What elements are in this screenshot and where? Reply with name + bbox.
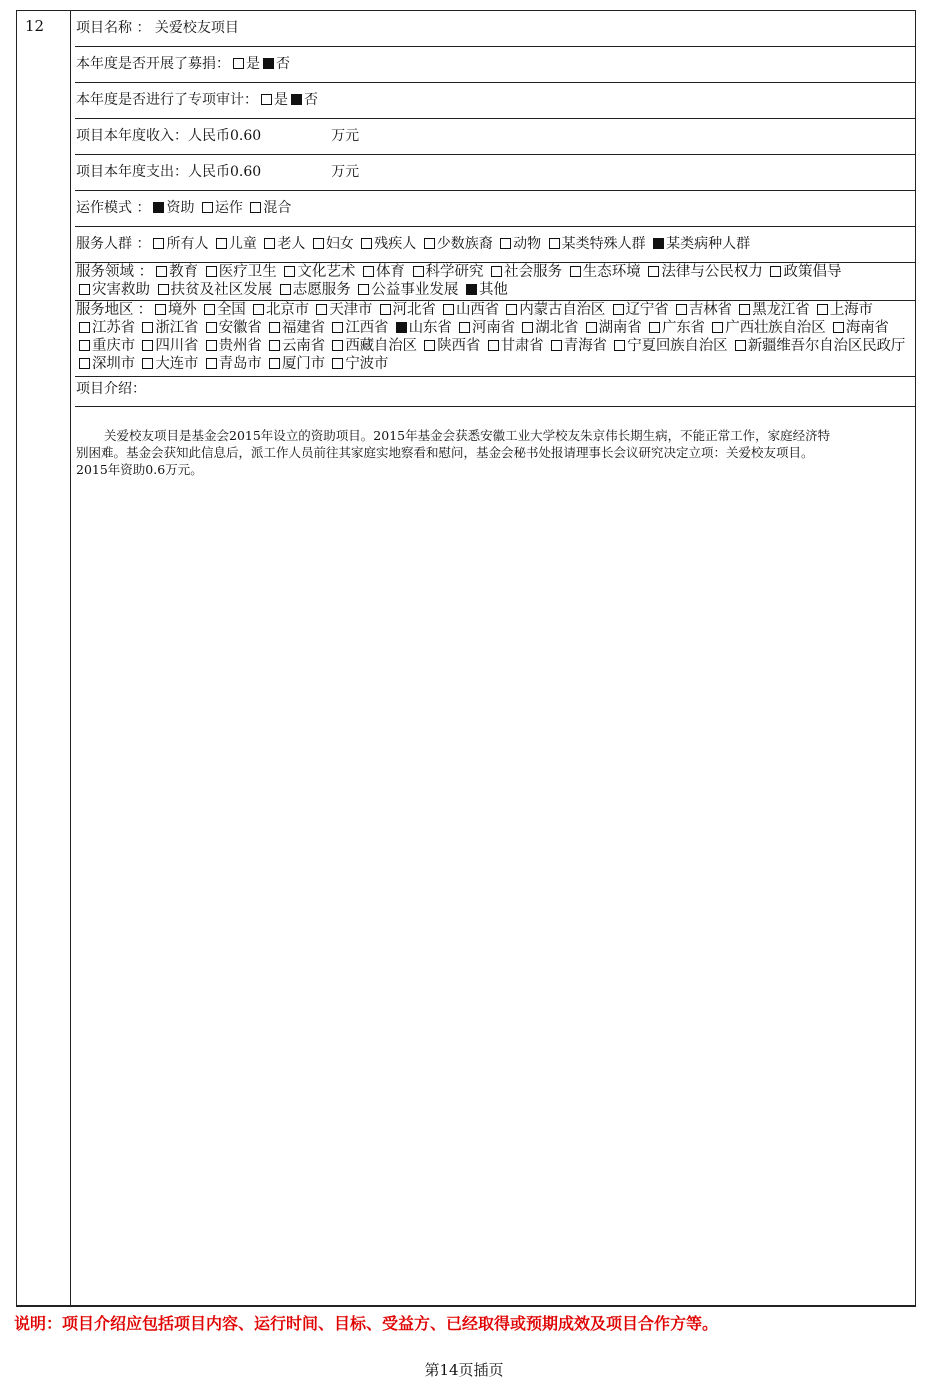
option-item[interactable] <box>355 282 458 298</box>
option-item[interactable] <box>410 264 484 280</box>
option-label: 某类病种人群 <box>666 236 751 252</box>
option-checkbox[interactable] <box>396 322 407 333</box>
option-label: 湖北省 <box>535 320 579 336</box>
option-item[interactable] <box>310 236 354 252</box>
option-checkbox[interactable] <box>424 238 435 249</box>
option-item[interactable] <box>767 264 841 280</box>
option-item[interactable] <box>360 264 405 280</box>
option-checkbox[interactable] <box>142 358 153 369</box>
fundraising-row <box>75 47 915 83</box>
option-item[interactable] <box>139 320 198 336</box>
option-item[interactable] <box>281 264 355 280</box>
fundraising-yes-label: 是 <box>246 56 260 72</box>
option-item[interactable] <box>139 338 198 354</box>
fundraising-no-checkbox[interactable] <box>263 58 274 69</box>
option-checkbox[interactable] <box>586 322 597 333</box>
project-name-row <box>75 11 915 47</box>
option-checkbox[interactable] <box>443 304 454 315</box>
option-checkbox[interactable] <box>216 238 227 249</box>
option-label: 陕西省 <box>437 338 481 354</box>
option-item[interactable] <box>814 302 873 318</box>
option-checkbox[interactable] <box>142 340 153 351</box>
page-footer: 第14页插页 <box>424 1361 504 1379</box>
option-item[interactable] <box>277 282 351 298</box>
option-checkbox[interactable] <box>313 238 324 249</box>
option-checkbox[interactable] <box>156 266 167 277</box>
income-label: 项目本年度收入：人民币0.60 <box>76 128 262 144</box>
option-checkbox[interactable] <box>332 358 343 369</box>
option-label: 公益事业发展 <box>371 282 459 298</box>
option-item[interactable] <box>358 236 416 252</box>
option-label: 深圳市 <box>92 356 135 372</box>
option-item[interactable] <box>610 302 669 318</box>
option-label: 北京市 <box>265 302 309 318</box>
option-item[interactable] <box>440 302 499 318</box>
option-item[interactable] <box>266 356 325 372</box>
option-item[interactable] <box>732 338 905 354</box>
option-item[interactable] <box>313 302 372 318</box>
option-label: 上海市 <box>829 302 873 318</box>
option-label: 辽宁省 <box>625 302 669 318</box>
option-checkbox[interactable] <box>79 322 90 333</box>
option-label: 黑龙江省 <box>752 302 810 318</box>
option-item[interactable] <box>329 320 388 336</box>
option-item[interactable] <box>150 236 208 252</box>
project-name: 项目名称 ： 关爱校友项目 <box>76 20 239 36</box>
option-label: 山东省 <box>408 320 452 336</box>
intro-label-row <box>75 377 915 407</box>
option-checkbox[interactable] <box>206 266 217 277</box>
intro-label: 项目介绍： <box>76 381 146 397</box>
option-checkbox[interactable] <box>332 322 343 333</box>
option-checkbox[interactable] <box>653 238 664 249</box>
option-checkbox[interactable] <box>202 202 213 213</box>
option-checkbox[interactable] <box>79 358 90 369</box>
option-label: 老人 <box>277 236 306 252</box>
option-checkbox[interactable] <box>253 304 264 315</box>
option-item[interactable] <box>199 200 243 216</box>
option-checkbox[interactable] <box>491 266 502 277</box>
option-item[interactable] <box>567 264 641 280</box>
option-label: 甘肃省 <box>500 338 544 354</box>
option-checkbox[interactable] <box>413 266 424 277</box>
option-item[interactable] <box>421 338 480 354</box>
option-label: 西藏自治区 <box>345 338 417 354</box>
option-checkbox[interactable] <box>153 238 164 249</box>
option-label: 新疆维吾尔自治区民政厅 <box>747 338 906 354</box>
option-item[interactable] <box>203 320 262 336</box>
option-checkbox[interactable] <box>280 284 291 295</box>
option-label: 资助 <box>166 200 195 216</box>
fundraising-label: 本年度是否开展了募捐： <box>76 56 230 72</box>
option-checkbox[interactable] <box>153 202 164 213</box>
option-label: 湖南省 <box>598 320 642 336</box>
option-checkbox[interactable] <box>158 284 169 295</box>
option-label: 重庆市 <box>92 338 135 354</box>
option-label: 厦门市 <box>281 356 325 372</box>
option-checkbox[interactable] <box>358 284 369 295</box>
option-checkbox[interactable] <box>361 238 372 249</box>
option-item[interactable] <box>709 320 825 336</box>
option-checkbox[interactable] <box>500 238 511 249</box>
option-label: 大连市 <box>155 356 199 372</box>
audit-no-label: 否 <box>304 92 318 108</box>
option-label: 教育 <box>169 264 199 280</box>
option-item[interactable] <box>76 320 135 336</box>
option-label: 扶贫及社区发展 <box>170 282 273 298</box>
fundraising-no-label: 否 <box>276 56 290 72</box>
form-table <box>16 10 916 1307</box>
operation-options <box>150 200 291 216</box>
option-item[interactable] <box>153 264 198 280</box>
option-checkbox[interactable] <box>206 340 217 351</box>
option-item[interactable] <box>421 236 493 252</box>
option-item[interactable] <box>76 356 135 372</box>
option-checkbox[interactable] <box>204 304 215 315</box>
option-label: 残疾人 <box>374 236 417 252</box>
expense-label: 项目本年度支出：人民币0.60 <box>76 164 262 180</box>
option-checkbox[interactable] <box>424 340 435 351</box>
option-label: 医疗卫生 <box>218 264 277 280</box>
service-region-row <box>75 301 915 377</box>
option-label: 文化艺术 <box>297 264 356 280</box>
option-checkbox[interactable] <box>79 284 90 295</box>
option-checkbox[interactable] <box>676 304 687 315</box>
option-item[interactable] <box>377 302 436 318</box>
option-checkbox[interactable] <box>269 340 280 351</box>
option-item[interactable] <box>645 264 763 280</box>
option-label: 福建省 <box>281 320 325 336</box>
option-item[interactable] <box>548 338 607 354</box>
option-label: 妇女 <box>325 236 354 252</box>
option-label: 体育 <box>375 264 405 280</box>
option-label: 灾害救助 <box>92 282 150 298</box>
option-item[interactable] <box>485 338 544 354</box>
option-label: 广东省 <box>661 320 705 336</box>
option-checkbox[interactable] <box>735 340 746 351</box>
service-people-row <box>75 227 915 263</box>
option-label: 某类特殊人群 <box>561 236 646 252</box>
option-checkbox[interactable] <box>506 304 517 315</box>
service-field-label: 服务领域 ： <box>76 264 154 280</box>
option-checkbox[interactable] <box>739 304 750 315</box>
option-item[interactable] <box>488 264 562 280</box>
service-field-row <box>75 263 915 301</box>
option-checkbox[interactable] <box>488 340 499 351</box>
option-label: 青岛市 <box>218 356 262 372</box>
option-item[interactable] <box>673 302 732 318</box>
audit-row <box>75 83 915 119</box>
option-label: 青海省 <box>563 338 607 354</box>
option-item[interactable] <box>203 338 262 354</box>
row-number: 12 <box>25 17 45 35</box>
option-checkbox[interactable] <box>155 304 166 315</box>
option-checkbox[interactable] <box>269 358 280 369</box>
index-column <box>17 11 71 1305</box>
option-item[interactable] <box>329 338 417 354</box>
option-item[interactable] <box>76 338 135 354</box>
option-item[interactable] <box>519 320 578 336</box>
option-label: 内蒙古自治区 <box>519 302 606 318</box>
option-label: 河北省 <box>392 302 436 318</box>
income-unit: 万元 <box>331 128 360 144</box>
service-region-options <box>76 302 905 372</box>
option-item[interactable] <box>203 356 262 372</box>
option-label: 江苏省 <box>92 320 135 336</box>
fundraising-yes-checkbox[interactable] <box>233 58 244 69</box>
service-region-label: 服务地区 ： <box>76 302 152 318</box>
option-label: 贵州省 <box>218 338 262 354</box>
operation-label: 运作模式 ： <box>76 200 151 216</box>
option-label: 广西壮族自治区 <box>725 320 826 336</box>
intro-text: 关爱校友项目是基金会2015年设立的资助项目。2015年基金会获悉安徽工业大学校友朱京伟长期生病，不能正常工作，家庭经济特别困难。基金会获知此信息后，派工作人员前往其家庭实地察看和慰问，基金会秘书处报请理事长会议研究决定立项：关爱校友项目。2015年资助0.6万元。 <box>76 428 831 477</box>
option-item[interactable] <box>830 320 889 336</box>
option-label: 河南省 <box>471 320 515 336</box>
option-item[interactable] <box>266 338 325 354</box>
option-checkbox[interactable] <box>549 238 560 249</box>
option-label: 儿童 <box>228 236 257 252</box>
option-item[interactable] <box>203 264 277 280</box>
option-checkbox[interactable] <box>614 340 625 351</box>
option-checkbox[interactable] <box>284 266 295 277</box>
option-checkbox[interactable] <box>142 322 153 333</box>
option-checkbox[interactable] <box>833 322 844 333</box>
option-item[interactable] <box>503 302 605 318</box>
instruction-note: 说明：项目介绍应包括项目内容、运行时间、目标、受益方、已经取得或预期成效及项目合作方等。 <box>14 1314 719 1333</box>
option-checkbox[interactable] <box>316 304 327 315</box>
option-checkbox[interactable] <box>466 284 477 295</box>
option-checkbox[interactable] <box>817 304 828 315</box>
option-checkbox[interactable] <box>269 322 280 333</box>
option-item[interactable] <box>247 200 291 216</box>
option-label: 海南省 <box>845 320 889 336</box>
option-label: 法律与公民权力 <box>661 264 763 280</box>
expense-row <box>75 155 915 191</box>
audit-label: 本年度是否进行了专项审计： <box>76 92 258 108</box>
option-checkbox[interactable] <box>332 340 343 351</box>
option-checkbox[interactable] <box>264 238 275 249</box>
option-item[interactable] <box>736 302 809 318</box>
audit-yes-label: 是 <box>274 92 288 108</box>
option-label: 其他 <box>478 282 508 298</box>
option-item[interactable] <box>266 320 325 336</box>
option-label: 山西省 <box>455 302 499 318</box>
operation-row <box>75 191 915 227</box>
option-item[interactable] <box>261 236 305 252</box>
option-checkbox[interactable] <box>380 304 391 315</box>
option-label: 宁夏回族自治区 <box>627 338 728 354</box>
option-label: 少数族裔 <box>436 236 493 252</box>
option-label: 社会服务 <box>504 264 563 280</box>
service-field-options <box>76 264 841 298</box>
option-checkbox[interactable] <box>770 266 781 277</box>
option-checkbox[interactable] <box>522 322 533 333</box>
option-checkbox[interactable] <box>551 340 562 351</box>
option-label: 云南省 <box>281 338 325 354</box>
option-item[interactable] <box>497 236 541 252</box>
option-label: 浙江省 <box>155 320 199 336</box>
option-label: 吉林省 <box>688 302 732 318</box>
expense-unit: 万元 <box>331 164 360 180</box>
option-checkbox[interactable] <box>206 322 217 333</box>
option-label: 志愿服务 <box>292 282 351 298</box>
option-item[interactable] <box>463 282 508 298</box>
option-label: 运作 <box>214 200 243 216</box>
option-label: 境外 <box>167 302 197 318</box>
service-people-label: 服务人群 ： <box>76 236 151 252</box>
option-checkbox[interactable] <box>613 304 624 315</box>
service-people-options <box>150 236 750 252</box>
option-label: 动物 <box>513 236 542 252</box>
option-item[interactable] <box>646 320 705 336</box>
option-checkbox[interactable] <box>648 266 659 277</box>
option-item[interactable] <box>611 338 727 354</box>
option-label: 全国 <box>216 302 246 318</box>
option-label: 江西省 <box>345 320 389 336</box>
option-item[interactable] <box>201 302 246 318</box>
option-item[interactable] <box>456 320 515 336</box>
option-item[interactable] <box>155 282 273 298</box>
option-label: 所有人 <box>166 236 209 252</box>
audit-no-checkbox[interactable] <box>291 94 302 105</box>
option-item[interactable] <box>393 320 452 336</box>
option-checkbox[interactable] <box>712 322 723 333</box>
option-label: 宁波市 <box>345 356 389 372</box>
option-label: 四川省 <box>155 338 199 354</box>
option-item[interactable] <box>583 320 642 336</box>
option-checkbox[interactable] <box>79 340 90 351</box>
option-item[interactable] <box>213 236 257 252</box>
option-checkbox[interactable] <box>649 322 660 333</box>
option-checkbox[interactable] <box>250 202 261 213</box>
option-label: 科学研究 <box>425 264 484 280</box>
option-label: 安徽省 <box>218 320 262 336</box>
option-item[interactable] <box>150 200 194 216</box>
option-item[interactable] <box>329 356 388 372</box>
option-checkbox[interactable] <box>570 266 581 277</box>
option-item[interactable] <box>152 302 197 318</box>
audit-yes-checkbox[interactable] <box>261 94 272 105</box>
form-content <box>75 11 915 407</box>
option-checkbox[interactable] <box>363 266 374 277</box>
option-item[interactable] <box>250 302 309 318</box>
option-item[interactable] <box>650 236 750 252</box>
option-checkbox[interactable] <box>206 358 217 369</box>
option-label: 生态环境 <box>582 264 641 280</box>
option-label: 天津市 <box>329 302 373 318</box>
option-label: 政策倡导 <box>783 264 842 280</box>
option-item[interactable] <box>76 282 150 298</box>
income-row <box>75 119 915 155</box>
option-checkbox[interactable] <box>459 322 470 333</box>
option-item[interactable] <box>139 356 198 372</box>
option-label: 混合 <box>263 200 292 216</box>
option-item[interactable] <box>546 236 646 252</box>
